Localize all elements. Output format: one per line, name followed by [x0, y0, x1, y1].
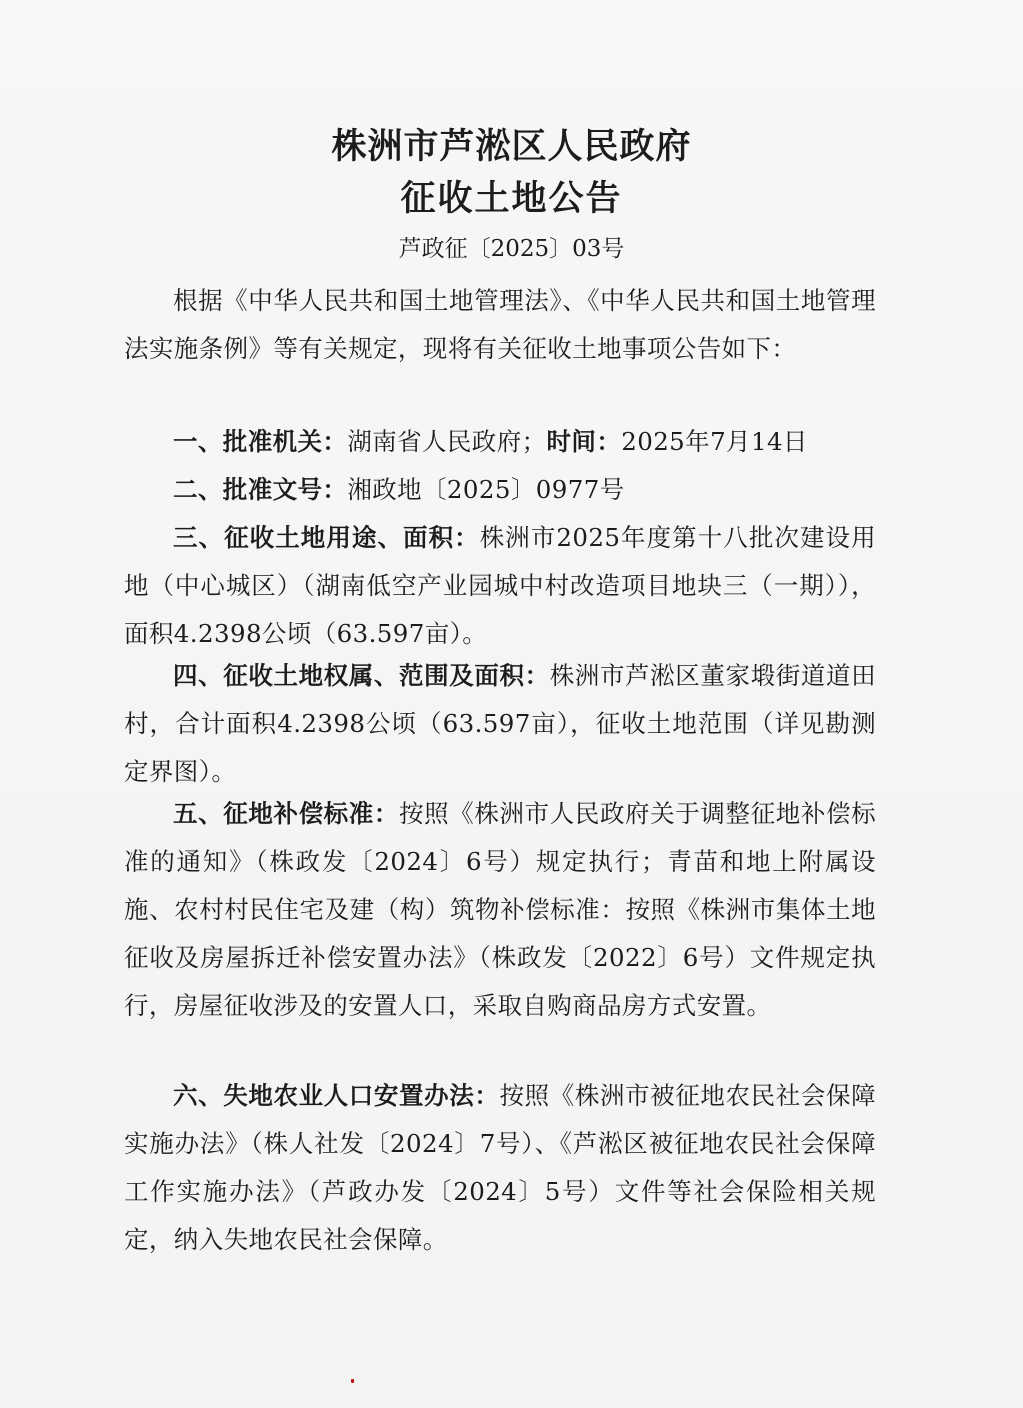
item-approval-number [124, 466, 876, 514]
item-label: 二、批准文号： [173, 475, 348, 504]
intro-paragraph: 根据《中华人民共和国土地管理法》、《中华人民共和国土地管理法实施条例》等有关规定，现将有关征收土地事项公告如下： [124, 286, 876, 363]
item-text: 湘政地〔2025〕0977号 [347, 475, 625, 504]
item-label: 六、失地农业人口安置办法： [173, 1081, 500, 1110]
item-label-time: 时间： [546, 427, 622, 456]
item-text: 株洲市2025年度第十八批次建设用地（中心城区）（湖南低空产业园城中村改造项目地块三（一期）），面积4.2398公顷（63.597亩）。 [124, 523, 876, 648]
document-number: 芦政征〔2025〕03号 [398, 236, 625, 262]
item-label: 四、征收土地权属、范围及面积： [173, 661, 550, 690]
item-compensation-standard [124, 790, 876, 1030]
item-label: 三、征收土地用途、面积： [173, 523, 480, 552]
red-ink-speck [351, 1379, 354, 1383]
notice-title-line1: 株洲市芦淞区人民政府 [331, 126, 692, 167]
item-text: 株洲市芦淞区董家塅街道道田村，合计面积4.2398公顷（63.597亩），征收土地范围（详见勘测定界图）。 [124, 661, 876, 786]
item-text: 按照《株洲市被征地农民社会保障实施办法》（株人社发〔2024〕7号）、《芦淞区被征地农民社会保障工作实施办法》（芦政办发〔2024〕5号）文件等社会保险相关规定，纳入失地农民社会保障。 [124, 1081, 877, 1254]
item-text: 按照《株洲市人民政府关于调整征地补偿标准的通知》（株政发〔2024〕6号）规定执行；青苗和地上附属设施、农村村民住宅及建（构）筑物补偿标准：按照《株洲市集体土地征收及房屋拆迁补偿安置办法》（株政发〔2022〕6号）文件规定执行，房屋征收涉及的安置人口，采取自购商品房方式安置。 [124, 799, 876, 1020]
item-text: 湖南省人民政府； [347, 427, 547, 456]
item-land-use-area [124, 514, 876, 658]
item-label: 一、批准机关： [173, 427, 348, 456]
item-text-time: 2025年7月14日 [621, 427, 808, 456]
notice-title-line2: 征收土地公告 [400, 178, 623, 219]
item-label: 五、征地补偿标准： [173, 799, 400, 828]
item-approval-authority [124, 418, 876, 466]
item-ownership-scope [124, 652, 876, 796]
item-resettlement-method [124, 1072, 876, 1264]
